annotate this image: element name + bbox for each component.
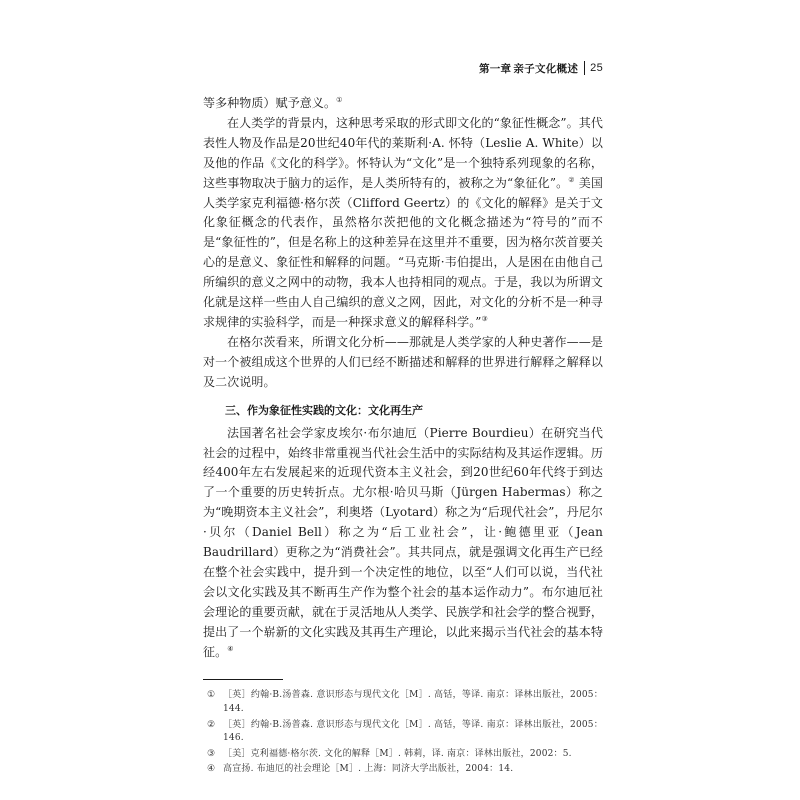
running-header [478,60,603,76]
paragraph-text: 在人类学的背景内，这种思考采取的形式即文化的“象征性概念”。其代表性人物及作品是20世纪40年代的莱斯利·A. 怀特（Leslie A. White）以及他的作品《文化的科学》。怀特认为“文化”是一个独特系列现象的名称，这些事物取决于脑力的运作，是人类所特有的，被称之为“象征化”。 [203,115,603,190]
footnote-text: ［美］克利福德·格尔茨. 文化的解释［M］. 韩莉，译. 南京：译林出版社，2002：5. [223,748,572,759]
paragraph-bourdieu [203,424,603,663]
paragraph-text: 美国人类学家克利福德·格尔茨（Clifford Geertz）的《文化的解释》是关于文化象征概念的代表作，虽然格尔茨把他的文化概念描述为“符号的”而不是“象征性的”，但是名称上的这种差异在这里并不重要，因为格尔茨首要关心的是意义、象征性和解释的问题。“马克斯·韦伯提出，人是困在由他自己所编织的意义之网中的动物，我本人也持相同的观点。于是，我以为所谓文化就是这样一些由人自己编织的意义之网，因此，对文化的分析不是一种寻求规律的实验科学，而是一种探求意义的解释科学。” [203,175,603,329]
footnote-mark: ① [207,690,216,701]
footnote-ref-2[interactable]: ② [568,175,575,184]
paragraph-text: 等多种物质）赋予意义。 [203,96,337,110]
footnote-mark: ② [207,719,216,730]
paragraph-text: 在格尔茨看来，所谓文化分析——那就是人类学家的人种史著作——是对一个被组成这个世界的人们已经不断描述和解释的世界进行解释之解释以及二次说明。 [203,334,603,389]
footnote-mark: ③ [207,748,216,759]
chapter-label: 第一章 [478,62,512,75]
footnote-mark: ④ [207,764,216,775]
footnote [203,763,603,777]
footnote-text: ［英］约翰·B.汤普森. 意识形态与现代文化［M］. 高铦，等译. 南京：译林出版社，2005：144. [223,690,603,715]
page-number: 25 [590,62,603,74]
paragraph-continued [203,94,603,114]
paragraph-symbolic-concept [203,114,603,333]
footnote [203,719,603,746]
footnote-ref-1[interactable]: ① [336,96,343,104]
footnote-ref-3[interactable]: ③ [481,314,488,323]
footnote-divider [203,679,283,680]
footnote-text: 高宣扬. 布迪厄的社会理论［M］. 上海：同济大学出版社，2004：14. [223,764,514,775]
footnote [203,689,603,716]
footnote [203,748,603,762]
header-divider [584,61,585,75]
page-body [203,94,603,779]
footnote-ref-4[interactable]: ④ [227,644,234,653]
chapter-title: 亲子文化概述 [513,62,579,75]
section-heading: 三、作为象征性实践的文化：文化再生产 [225,403,423,417]
paragraph-text: 法国著名社会学家皮埃尔·布尔迪厄（Pierre Bourdieu）在研究当代社会的过程中，始终非常重视当代社会生活中的实际结构及其运作逻辑。历经400年左右发展起来的近现代资本主义社会，到20世纪60年代终于到达了一个重要的历史转折点。尤尔根·哈贝马斯（Jürgen Habermas）称之为“晚期资本主义社会”，利奥塔（Lyotard）称之为“后现代社会”，丹尼尔·贝尔（Daniel Bell）称之为“后工业社会”，让·鲍德里亚（Jean Baudrillard）更称之为“消费社会”。其共同点，就是强调文化再生产已经在整个社会实践中，提升到一个决定性的地位，以至“人们可以说，当代社会以文化实践及其不断再生产作为整个社会的基本运作动力”。布尔迪厄社会理论的重要贡献，就在于灵活地从人类学、民族学和社会学的整合视野，提出了一个崭新的文化实践及其再生产理论，以此来揭示当代社会的基本特征。 [203,425,603,659]
paragraph-geertz [203,333,603,393]
footnote-text: ［英］约翰·B.汤普森. 意识形态与现代文化［M］. 高铦，等译. 南京：译林出版社，2005：146. [223,719,603,744]
